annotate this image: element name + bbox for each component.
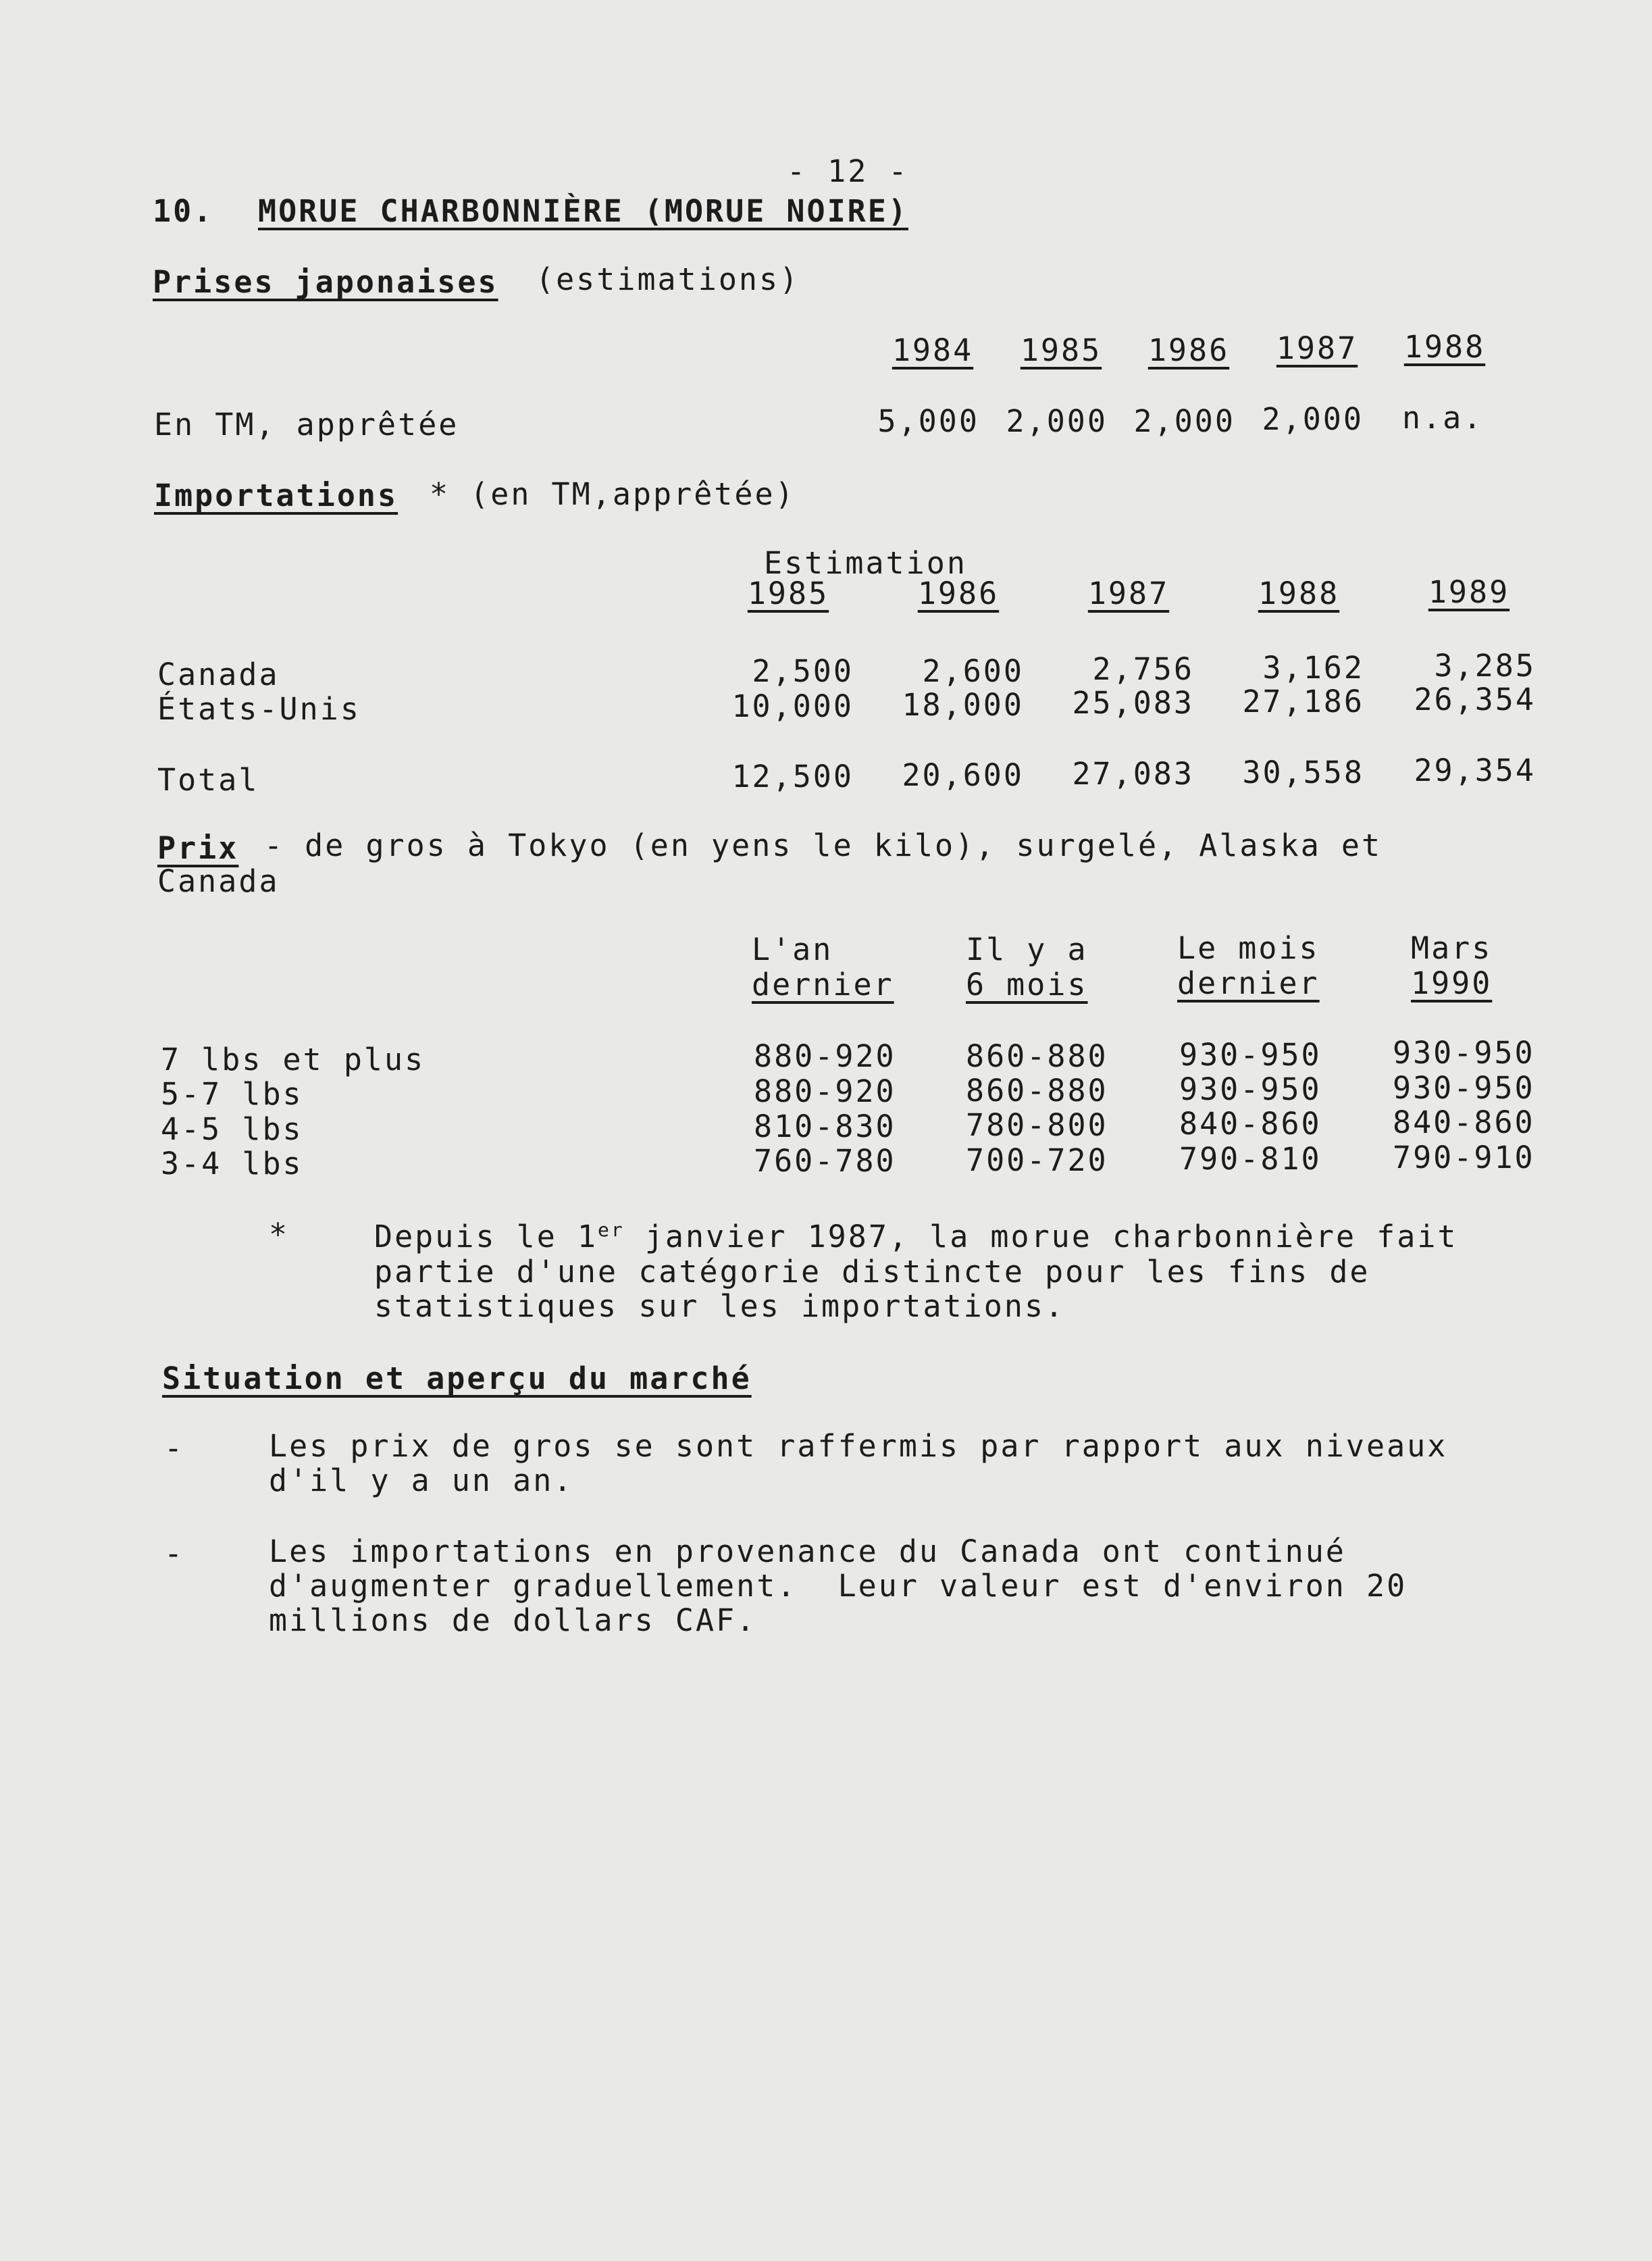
imports-heading: Importations: [154, 478, 398, 513]
footnote-line: statistiques sur les importations.: [374, 1288, 1066, 1324]
prices-value: 860-880: [966, 1038, 1108, 1074]
footnote-marker: *: [269, 1217, 290, 1252]
prices-value: 790-910: [1393, 1140, 1535, 1175]
market-heading: Situation et aperçu du marché: [162, 1361, 752, 1396]
footnote-superscript: er: [598, 1219, 625, 1241]
imports-total-value: 27,083: [1072, 756, 1194, 792]
catches-year-1988: 1988: [1403, 329, 1486, 365]
catches-year-1986: 1986: [1147, 332, 1230, 368]
prices-row-label: 4-5 lbs: [161, 1111, 303, 1147]
prices-col-header: Le mois: [1177, 930, 1320, 966]
prices-col-header: L'an: [752, 932, 833, 967]
page-number: - 12 -: [787, 153, 909, 189]
prices-value: 860-880: [966, 1073, 1108, 1109]
imports-value: 3,162: [1262, 650, 1364, 686]
catches-heading: Prises japonaises: [153, 264, 498, 300]
footnote-text-a: Depuis le 1: [374, 1219, 598, 1254]
imports-estimation-label: Estimation: [764, 545, 967, 581]
prices-value: 790-810: [1179, 1141, 1322, 1177]
imports-value: 2,756: [1092, 651, 1194, 687]
catches-value: 2,000: [1006, 403, 1108, 439]
imports-value: 25,083: [1072, 685, 1194, 721]
prices-col-header: 1990: [1411, 965, 1493, 1001]
prices-value: 840-860: [1393, 1104, 1535, 1140]
catches-value: 5,000: [877, 403, 979, 439]
imports-year-1986: 1986: [917, 576, 1000, 611]
imports-row-label: Canada: [157, 657, 280, 692]
prices-heading-line2: Canada: [157, 863, 280, 899]
prices-value: 930-950: [1393, 1035, 1535, 1071]
imports-total-value: 12,500: [731, 759, 854, 794]
imports-heading-suffix: * (en TM,apprêtée): [430, 476, 796, 512]
prices-value: 760-780: [754, 1143, 896, 1179]
imports-total-value: 20,600: [902, 757, 1024, 793]
imports-value: 26,354: [1414, 682, 1536, 717]
prices-row-label: 5-7 lbs: [161, 1076, 303, 1112]
bullet-line: Les prix de gros se sont raffermis par rapport aux niveaux: [269, 1428, 1448, 1464]
imports-value: 2,500: [752, 653, 854, 689]
prices-col-header: Mars: [1411, 930, 1493, 966]
imports-year-1987: 1987: [1087, 576, 1170, 611]
footnote-line: [374, 1219, 1458, 1254]
prices-col-header: Il y a: [966, 932, 1088, 967]
imports-value: 18,000: [902, 687, 1024, 723]
section-number: 10.: [153, 193, 214, 229]
prices-row-label: 3-4 lbs: [161, 1146, 303, 1182]
imports-total-label: Total: [157, 762, 259, 798]
catches-year-1987: 1987: [1276, 330, 1358, 366]
imports-year-1985: 1985: [747, 576, 829, 611]
imports-row-label: États-Unis: [157, 691, 361, 727]
bullet-marker: -: [164, 1430, 185, 1466]
imports-total-value: 29,354: [1414, 753, 1536, 788]
bullet-line: Les importations en provenance du Canada ont continué: [269, 1533, 1346, 1569]
prices-value: 810-830: [754, 1109, 896, 1144]
imports-value: 3,285: [1434, 648, 1536, 684]
imports-value: 2,600: [922, 653, 1024, 689]
prices-value: 930-950: [1179, 1071, 1322, 1107]
imports-total-value: 30,558: [1242, 755, 1364, 790]
prices-value: 930-950: [1393, 1070, 1535, 1106]
footnote-text-b: janvier 1987, la morue charbonnière fait: [624, 1219, 1458, 1254]
catches-heading-suffix: (estimations): [536, 261, 800, 297]
prices-heading-suffix: - de gros à Tokyo (en yens le kilo), surgelé, Alaska et: [264, 828, 1383, 863]
catches-year-1984: 1984: [892, 332, 974, 368]
bullet-line: d'augmenter graduellement. Leur valeur est d'environ 20: [269, 1568, 1408, 1604]
imports-year-1989: 1989: [1428, 574, 1510, 610]
prices-col-header: dernier: [752, 967, 894, 1002]
bullet-marker: -: [164, 1535, 185, 1571]
imports-value: 10,000: [731, 688, 854, 724]
prices-value: 840-860: [1179, 1106, 1322, 1142]
imports-year-1988: 1988: [1258, 576, 1340, 611]
catches-value: 2,000: [1133, 403, 1235, 439]
catches-value: n.a.: [1402, 400, 1484, 436]
bullet-line: millions de dollars CAF.: [269, 1602, 757, 1638]
prices-value: 780-800: [966, 1107, 1108, 1143]
prices-value: 880-920: [754, 1073, 896, 1109]
prices-value: 930-950: [1179, 1037, 1322, 1073]
prices-heading: Prix: [157, 830, 239, 866]
section-title: MORUE CHARBONNIÈRE (MORUE NOIRE): [258, 193, 908, 229]
footnote-line: partie d'une catégorie distincte pour les fins de: [374, 1254, 1370, 1290]
prices-col-header: dernier: [1177, 965, 1320, 1001]
prices-value: 700-720: [966, 1142, 1108, 1178]
prices-row-label: 7 lbs et plus: [161, 1042, 425, 1077]
prices-value: 880-920: [754, 1038, 896, 1074]
imports-value: 27,186: [1242, 684, 1364, 719]
catches-row-label: En TM, apprêtée: [154, 407, 459, 442]
catches-value: 2,000: [1262, 401, 1364, 437]
bullet-line: d'il y a un an.: [269, 1463, 574, 1498]
catches-year-1985: 1985: [1020, 332, 1102, 368]
prices-col-header: 6 mois: [966, 967, 1088, 1002]
